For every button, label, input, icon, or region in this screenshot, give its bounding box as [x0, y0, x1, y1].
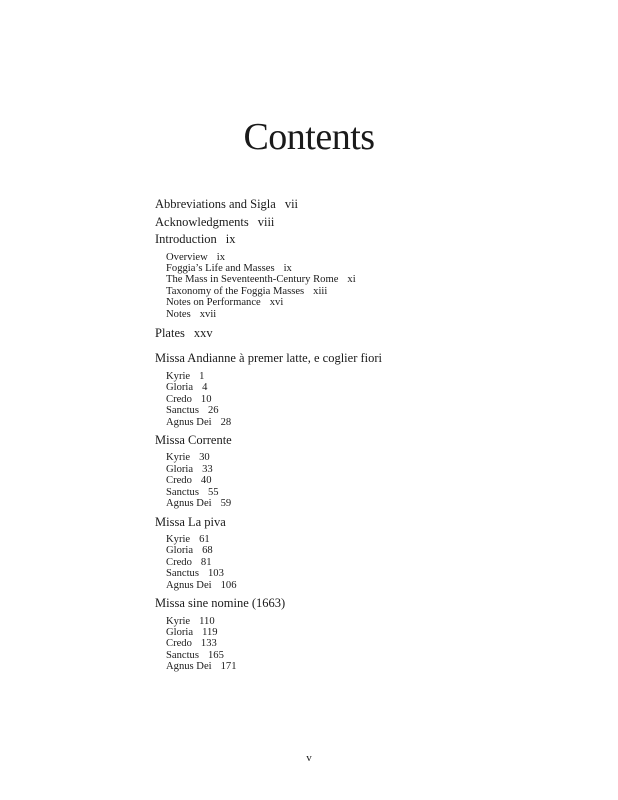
subentry-page: 61: [199, 534, 210, 545]
entry-label: Abbreviations and Sigla: [155, 197, 276, 211]
toc-subentry: [155, 371, 555, 382]
mass-title-text: Missa Corrente: [155, 432, 232, 447]
toc-entry-abbreviations: [155, 196, 555, 214]
subentry-page: xvi: [269, 297, 284, 309]
toc-entry-plates: [155, 325, 555, 343]
toc-entry-acknowledgments: [155, 214, 555, 232]
subentry-label: Credo: [166, 393, 192, 405]
mass-movements: [155, 534, 555, 591]
subentry-page: 55: [207, 486, 219, 498]
subentry-label: Gloria: [166, 545, 194, 557]
entry-label: Introduction: [155, 232, 217, 246]
subentry-page: 106: [220, 579, 237, 591]
page-title: Contents: [243, 116, 375, 158]
entry-label: Plates: [155, 325, 185, 340]
toc-subentry: [155, 616, 555, 627]
subentry-page: 30: [199, 452, 210, 464]
toc-subentry: [155, 417, 555, 428]
toc-subentry: [155, 487, 555, 498]
mass-title: [155, 595, 555, 613]
subentry-page: 28: [220, 416, 232, 428]
page-number: v: [306, 752, 312, 764]
toc-subentry: [155, 568, 555, 579]
toc-subentry: [155, 638, 555, 649]
subentry-page: 165: [207, 649, 224, 661]
subentry-label: Agnus Dei: [166, 661, 212, 673]
toc-subentry: [155, 464, 555, 475]
subentry-label: Agnus Dei: [166, 498, 212, 510]
subentry-label: Kyrie: [166, 534, 191, 545]
toc-subentry: [155, 627, 555, 638]
subentry-page: ix: [283, 262, 292, 274]
mass-title: [155, 350, 555, 368]
toc-subentry: [155, 557, 555, 568]
mass-movements: [155, 371, 555, 428]
entry-page: vii: [284, 197, 299, 211]
subentry-page: 40: [200, 475, 212, 487]
subentry-label: Sanctus: [166, 486, 199, 498]
subentry-page: 81: [200, 556, 212, 568]
subentry-label: Agnus Dei: [166, 579, 212, 591]
mass-title-text: Missa Andianne à premer latte, e coglier fiori: [155, 351, 383, 366]
mass-title: [155, 514, 555, 532]
subentry-page: 133: [200, 638, 217, 650]
subentry-label: Sanctus: [166, 649, 199, 661]
subentry-page: 26: [207, 405, 219, 417]
subentry-page: 4: [202, 382, 208, 394]
toc-subentry: [155, 661, 555, 672]
subentry-label: Gloria: [166, 626, 194, 638]
toc-subentry: [155, 475, 555, 486]
subentry-page: 110: [199, 615, 215, 627]
toc-subentry: [155, 452, 555, 463]
subentry-label: Kyrie: [166, 615, 191, 627]
toc-subentry: [155, 650, 555, 661]
toc-subentry: [155, 309, 555, 320]
introduction-sections: [155, 252, 555, 320]
toc-subentry: [155, 534, 555, 545]
subentry-label: Credo: [166, 475, 192, 487]
toc-subentry: [155, 580, 555, 591]
subentry-label: Gloria: [166, 382, 194, 394]
subentry-page: xi: [347, 274, 356, 286]
toc-subentry: [155, 545, 555, 556]
subentry-page: 119: [202, 626, 218, 638]
subentry-label: Sanctus: [166, 405, 199, 417]
subentry-label: Overview: [166, 251, 208, 263]
toc-subentry: [155, 263, 555, 274]
subentry-label: Credo: [166, 638, 192, 650]
toc-subentry: [155, 394, 555, 405]
table-of-contents: [155, 196, 555, 677]
toc-subentry: [155, 498, 555, 509]
entry-page: viii: [257, 214, 275, 229]
entry-page: ix: [225, 232, 236, 246]
toc-subentry: [155, 297, 555, 308]
subentry-page: 68: [202, 545, 213, 557]
subentry-page: 10: [200, 393, 212, 405]
subentry-page: 1: [199, 370, 205, 382]
subentry-page: 59: [220, 498, 232, 510]
mass-title: [155, 432, 555, 450]
subentry-label: The Mass in Seventeenth-Century Rome: [166, 274, 339, 286]
subentry-page: xvii: [199, 308, 217, 320]
subentry-label: Foggia’s Life and Masses: [166, 262, 275, 274]
toc-subentry: [155, 286, 555, 297]
toc-subentry: [155, 274, 555, 285]
mass-movements: [155, 452, 555, 509]
subentry-label: Notes on Performance: [166, 297, 261, 309]
mass-title-text: Missa La piva: [155, 514, 226, 529]
subentry-label: Credo: [166, 556, 192, 568]
subentry-label: Sanctus: [166, 568, 199, 580]
subentry-page: 103: [207, 568, 224, 580]
toc-subentry: [155, 405, 555, 416]
subentry-label: Taxonomy of the Foggia Masses: [166, 285, 305, 297]
entry-page: xxv: [193, 325, 213, 340]
subentry-page: ix: [216, 251, 226, 263]
toc-subentry: [155, 382, 555, 393]
toc-subentry: [155, 252, 555, 263]
subentry-label: Gloria: [166, 463, 194, 475]
subentry-page: 171: [220, 661, 237, 673]
subentry-label: Notes: [166, 308, 191, 320]
subentry-page: 33: [202, 463, 213, 475]
subentry-page: xiii: [313, 285, 328, 297]
mass-title-text: Missa sine nomine (1663): [155, 596, 286, 611]
subentry-label: Kyrie: [166, 452, 191, 464]
toc-entry-introduction: [155, 231, 555, 249]
entry-label: Acknowledgments: [155, 214, 249, 229]
subentry-label: Agnus Dei: [166, 416, 212, 428]
mass-movements: [155, 616, 555, 673]
subentry-label: Kyrie: [166, 370, 191, 382]
